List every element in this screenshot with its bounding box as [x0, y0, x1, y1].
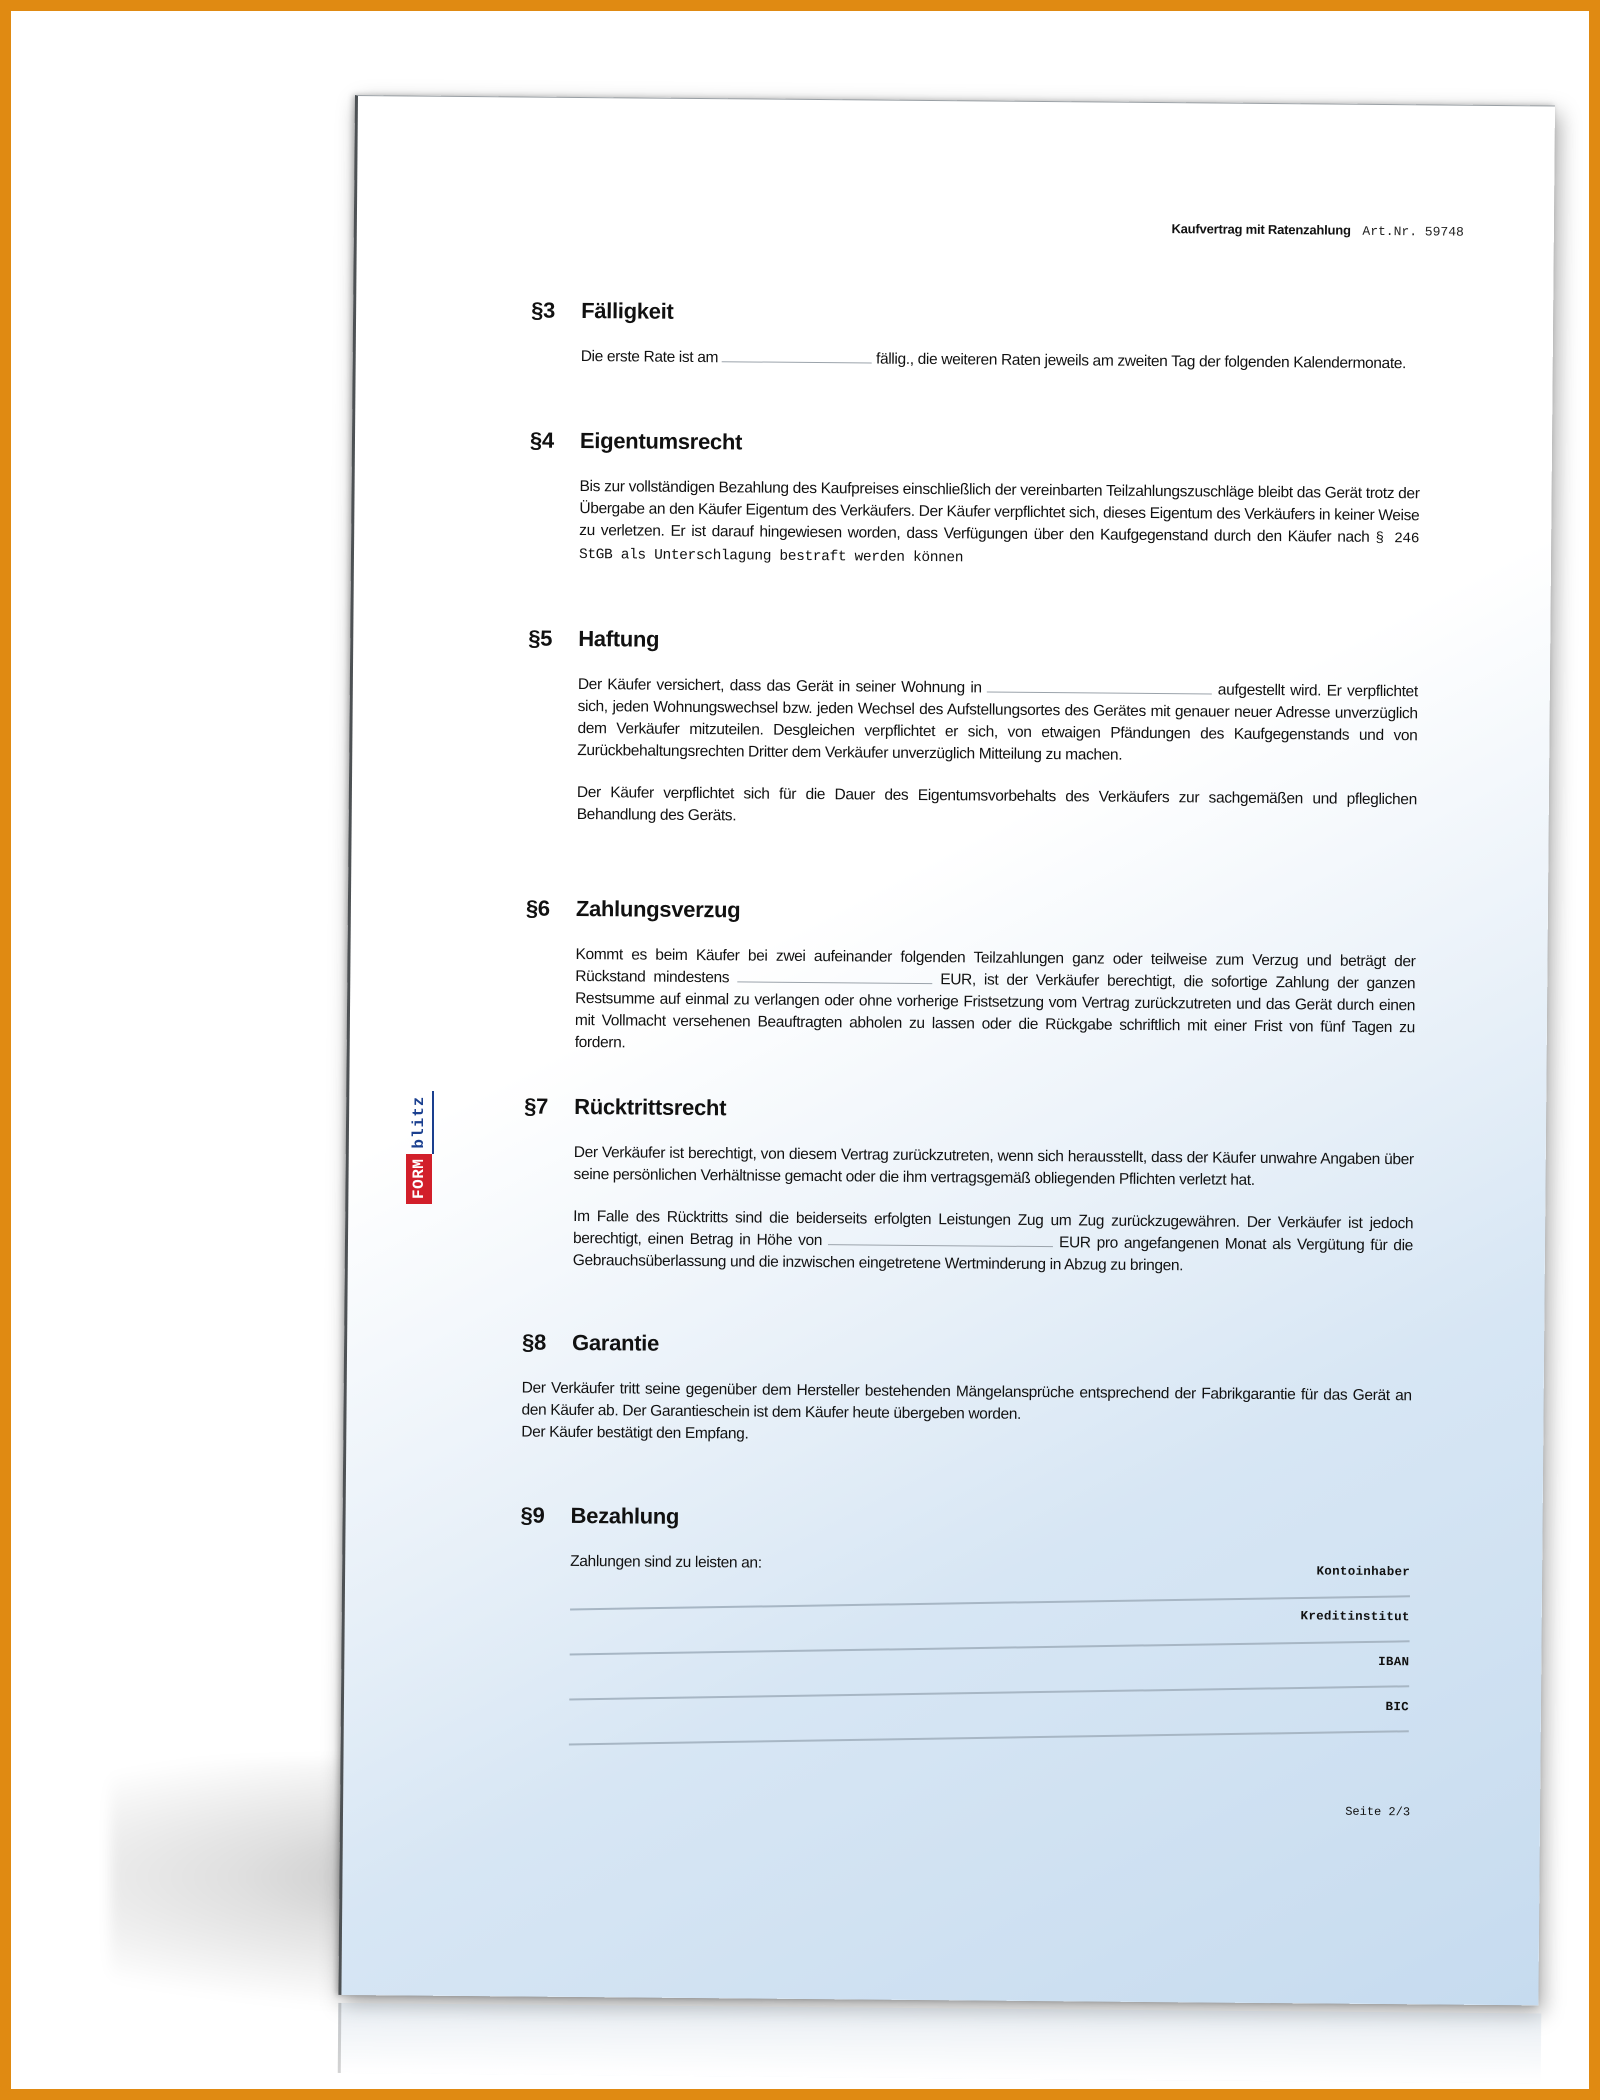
section-text: Der Verkäufer ist berechtigt, von diesem Vertrag zurückzutreten, wenn sich herausstellt, dass der Käufer unwahre Angaben über seine persönlichen Verhältnisse gemacht oder die ihm vertragsgemäß obliegenden Pflichten verletzt hat. — [573, 1143, 1414, 1189]
section-title: Bezahlung — [570, 1502, 680, 1529]
section-number: §5 — [528, 625, 553, 651]
amount-blank-field[interactable] — [737, 967, 932, 984]
section-number: §7 — [524, 1093, 549, 1119]
section-text — [575, 944, 1416, 1061]
section-title: Rücktrittsrecht — [574, 1093, 727, 1121]
logo-form-part: FORM — [406, 1154, 432, 1204]
section-heading — [524, 1094, 1414, 1128]
bank-field-row[interactable] — [569, 1648, 1409, 1700]
amount-blank-field[interactable] — [828, 1230, 1053, 1247]
section-ruecktrittsrecht — [523, 1094, 1415, 1280]
section-text — [581, 346, 1421, 375]
section-heading — [520, 1502, 1410, 1536]
section-heading — [528, 626, 1418, 660]
document-title: Kaufvertrag mit Ratenzahlung — [1171, 221, 1351, 238]
section-garantie — [521, 1330, 1412, 1452]
section-heading — [531, 298, 1421, 332]
bank-field-row[interactable] — [569, 1603, 1409, 1655]
text-fragment: fällig., die weiteren Raten jeweils am zweiten Tag der folgenden Kalendermonate. — [875, 350, 1407, 373]
text-fragment: Der Käufer bestätigt den Empfang. — [521, 1423, 749, 1443]
section-text — [577, 674, 1418, 769]
section-heading — [522, 1330, 1412, 1364]
section-text: Zahlungen sind zu leisten an: — [570, 1552, 762, 1572]
section-number: §9 — [520, 1502, 545, 1528]
text-fragment: EUR pro angefangenen Monat als Vergütung für die Gebrauchsüberlassung und die inzwischen eingetretene Wertminderung in Abzug zu bringen. — [572, 1234, 1414, 1275]
text-fragment: EUR, ist der Verkäufer berechtigt, die sofortige Zahlung der ganzen Restsumme auf einmal zu verlangen oder ohne vorherige Fristsetzung vom Vertrag zurückzutreten und das Gerät durch einen mit Vollmacht versehenen Beauftragten abholen zu lassen oder die Rückgabe schriftlich mit einer Frist von fünf Tagen zu fordern. — [574, 971, 1416, 1052]
formblitz-logo — [406, 1052, 438, 1204]
document-page — [338, 95, 1555, 2005]
text-fragment: Kommt es beim Käufer bei zwei aufeinander folgenden Teilzahlungen ganz oder teilweise zum Verzug und beträgt der Rückstand mindestens — [575, 945, 1416, 987]
bank-field-label: Kontoinhaber — [1316, 1564, 1411, 1580]
location-blank-field[interactable] — [987, 678, 1212, 695]
text-fragment: Die erste Rate ist am — [580, 347, 719, 367]
section-heading — [530, 428, 1420, 462]
date-blank-field[interactable] — [722, 347, 872, 363]
section-eigentumsrecht — [529, 428, 1420, 574]
page-reflection — [338, 2003, 1542, 2083]
bank-field-row[interactable] — [569, 1693, 1409, 1745]
section-number: §4 — [529, 427, 554, 453]
logo-blitz-part: blitz — [406, 1091, 434, 1154]
bank-field-label: IBAN — [1378, 1654, 1410, 1670]
section-heading — [526, 896, 1416, 930]
section-haftung — [527, 626, 1419, 834]
bank-details-form — [568, 1558, 1410, 1785]
section-title: Fälligkeit — [581, 297, 674, 324]
section-text — [579, 476, 1420, 573]
section-faelligkeit — [531, 298, 1422, 376]
section-title: Garantie — [572, 1329, 660, 1356]
section-text — [521, 1378, 1412, 1452]
article-number: Art.Nr. 59748 — [1362, 223, 1464, 240]
section-text: Der Käufer verpflichtet sich für die Dauer des Eigentumsvorbehalts des Verkäufers zur sachgemäßen und pfleglichen Behandlung des Geräts. — [576, 783, 1417, 825]
section-title: Zahlungsverzug — [575, 895, 741, 923]
page-number: Seite 2/3 — [1345, 1804, 1411, 1820]
section-zahlungsverzug — [525, 896, 1416, 1062]
section-title: Haftung — [578, 625, 660, 652]
section-number: §8 — [522, 1329, 547, 1355]
text-fragment: aufgestellt wird. Er verpflichtet sich, jeden Wohnungswechsel bzw. jeden Wechsel des Aufstellungsortes des Gerätes mit genauer neuer Adresse unverzüglich dem Verkäufer mitzuteilen. Desgleichen verpflichtet er sich, von etwaigen Pfändungen des Kaufgegenstands und von Zurückbehaltungsrechten Dritter dem Verkäufer unverzüglich Mitteilung zu machen. — [577, 681, 1418, 764]
text-fragment-mono: § 246 StGB als Unterschlagung bestraft werden können — [578, 530, 1420, 567]
text-fragment: Der Käufer versichert, dass das Gerät in seiner Wohnung in — [577, 675, 982, 697]
text-fragment: Bis zur vollständigen Bezahlung des Kaufpreises einschließlich der vereinbarten Teilzahlungszuschläge bleibt das Gerät trotz der Übergabe an den Käufer Eigentum des Verkäufers. Der Käufer verpflichtet sich, dieses Eigentum des Verkäufers in keiner Weise zu verletzen. Er ist darauf hingewiesen worden, dass Verfügungen über den Kaufgegenstand durch den Käufer nach — [579, 477, 1420, 546]
bank-field-label: Kreditinstitut — [1300, 1609, 1410, 1625]
section-number: §3 — [531, 297, 556, 323]
bank-field-row[interactable] — [570, 1558, 1410, 1610]
section-number: §6 — [525, 895, 550, 921]
text-fragment: Im Falle des Rücktritts sind die beiderseits erfolgten Leistungen Zug um Zug zurückzugewähren. Der Verkäufer ist jedoch berechtigt, einen Betrag in Höhe von — [572, 1207, 1414, 1250]
bank-field-label: BIC — [1385, 1700, 1410, 1715]
section-text — [573, 1206, 1414, 1279]
logo-text — [406, 1052, 438, 1204]
bank-field-line[interactable] — [569, 1730, 1409, 1745]
section-title: Eigentumsrecht — [579, 427, 743, 455]
page-header — [1171, 221, 1464, 240]
document-page-wrapper — [338, 95, 1555, 2005]
text-fragment: Der Verkäufer tritt seine gegenüber dem Hersteller bestehenden Mängelansprüche entsprechend der Fabrikgarantie für das Gerät an den Käufer ab. Der Garantieschein ist dem Käufer heute übergeben worden. — [521, 1379, 1412, 1423]
